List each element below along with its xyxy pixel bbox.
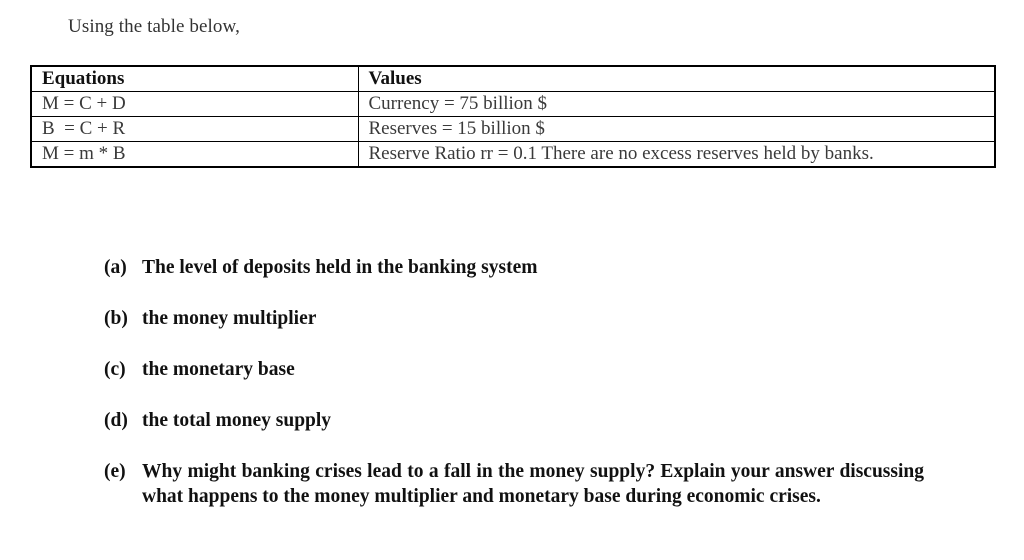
intro-text: Using the table below, (68, 16, 240, 37)
question-text: the monetary base (142, 359, 295, 380)
question-text: The level of deposits held in the banking system (142, 257, 538, 278)
equation-cell: B = C + R (31, 117, 358, 142)
equation-cell: M = m * B (31, 142, 358, 168)
question-label: (e) (104, 461, 126, 482)
equations-values-table (30, 65, 996, 168)
question-item (104, 255, 924, 280)
question-text: Why might banking crises lead to a fall in the money supply? Explain your answer discussing what happens to the money multiplier and monetary base during economic crises. (142, 461, 924, 507)
question-item (104, 357, 924, 382)
table-row (31, 142, 995, 168)
table-row (31, 92, 995, 117)
column-header-equations: Equations (31, 66, 358, 92)
value-cell: Reserves = 15 billion $ (358, 117, 995, 142)
question-text: the total money supply (142, 410, 332, 431)
column-header-values: Values (358, 66, 995, 92)
question-label: (b) (104, 308, 128, 329)
question-item (104, 459, 924, 509)
question-label: (d) (104, 410, 128, 431)
question-label: (c) (104, 359, 126, 380)
equation-cell: M = C + D (31, 92, 358, 117)
question-item (104, 408, 924, 433)
value-cell: Currency = 75 billion $ (358, 92, 995, 117)
question-list (104, 255, 924, 535)
value-cell: Reserve Ratio rr = 0.1 There are no excess reserves held by banks. (358, 142, 995, 168)
question-text: the money multiplier (142, 308, 317, 329)
table-header-row (31, 66, 995, 92)
table-row (31, 117, 995, 142)
question-item (104, 306, 924, 331)
question-label: (a) (104, 257, 127, 278)
